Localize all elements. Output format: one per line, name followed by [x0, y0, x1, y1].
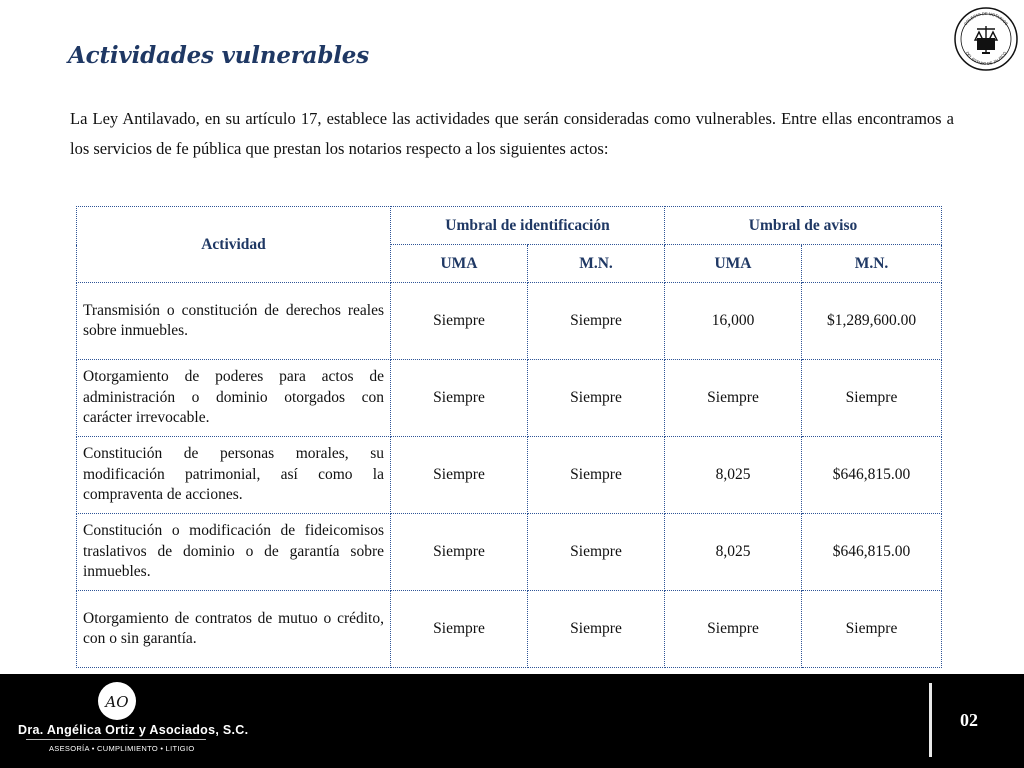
activity-cell: Otorgamiento de contratos de mutuo o crédito, con o sin garantía. [77, 591, 391, 668]
firm-name: Dra. Angélica Ortiz y Asociados, S.C. [18, 723, 249, 737]
activity-cell: Otorgamiento de poderes para actos de administración o dominio otorgados con carácter irrevocable. [77, 360, 391, 437]
page-number: 02 [960, 710, 978, 730]
table-row [77, 360, 942, 437]
notice-uma-cell: 8,025 [665, 514, 802, 591]
slide-title: Actividades vulnerables [68, 42, 369, 69]
id-uma-cell: Siempre [391, 437, 528, 514]
notice-uma-cell: Siempre [665, 591, 802, 668]
ao-monogram-icon [98, 682, 136, 720]
table-row [77, 591, 942, 668]
notice-uma-cell: Siempre [665, 360, 802, 437]
notice-mn-cell: $646,815.00 [802, 437, 942, 514]
intro-paragraph: La Ley Antilavado, en su artículo 17, establece las actividades que serán consideradas como vulnerables. Entre ellas encontramos a los servicios de fe pública que prestan los notarios respecto a los siguientes actos: [70, 109, 954, 158]
notary-seal-icon [953, 6, 1019, 72]
table-row [77, 514, 942, 591]
id-uma-cell: Siempre [391, 360, 528, 437]
id-mn-cell: Siempre [528, 283, 665, 360]
seal-text-bottom: DEL ESTADO DE JALISCO [964, 50, 1008, 67]
footer-bar [0, 674, 1024, 768]
id-uma-cell: Siempre [391, 591, 528, 668]
logo-letters: AO [105, 693, 129, 711]
activity-cell: Constitución o modificación de fideicomisos traslativos de dominio o de garantía sobre inmuebles. [77, 514, 391, 591]
firm-divider [26, 739, 206, 740]
subheader-id-uma: UMA [391, 245, 528, 283]
subheader-notice-mn: M.N. [802, 245, 942, 283]
id-uma-cell: Siempre [391, 514, 528, 591]
seal-text-top: COLEGIO DE NOTARIOS [962, 10, 1010, 27]
notice-mn-cell: $1,289,600.00 [802, 283, 942, 360]
table-row [77, 437, 942, 514]
firm-tagline: ASESORÍA • CUMPLIMIENTO • LITIGIO [49, 744, 195, 753]
footer-vertical-divider [929, 683, 932, 757]
header-activity: Actividad [77, 207, 391, 283]
notice-mn-cell: $646,815.00 [802, 514, 942, 591]
header-notice-threshold: Umbral de aviso [665, 207, 942, 245]
subheader-id-mn: M.N. [528, 245, 665, 283]
id-uma-cell: Siempre [391, 283, 528, 360]
activity-cell: Constitución de personas morales, su modificación patrimonial, así como la compraventa de acciones. [77, 437, 391, 514]
table-row [77, 283, 942, 360]
header-identification-threshold: Umbral de identificación [391, 207, 665, 245]
notice-uma-cell: 8,025 [665, 437, 802, 514]
notice-mn-cell: Siempre [802, 591, 942, 668]
activity-cell: Transmisión o constitución de derechos reales sobre inmuebles. [77, 283, 391, 360]
notice-mn-cell: Siempre [802, 360, 942, 437]
id-mn-cell: Siempre [528, 360, 665, 437]
id-mn-cell: Siempre [528, 514, 665, 591]
id-mn-cell: Siempre [528, 591, 665, 668]
id-mn-cell: Siempre [528, 437, 665, 514]
notice-uma-cell: 16,000 [665, 283, 802, 360]
subheader-notice-uma: UMA [665, 245, 802, 283]
vulnerable-activities-table [76, 206, 942, 668]
